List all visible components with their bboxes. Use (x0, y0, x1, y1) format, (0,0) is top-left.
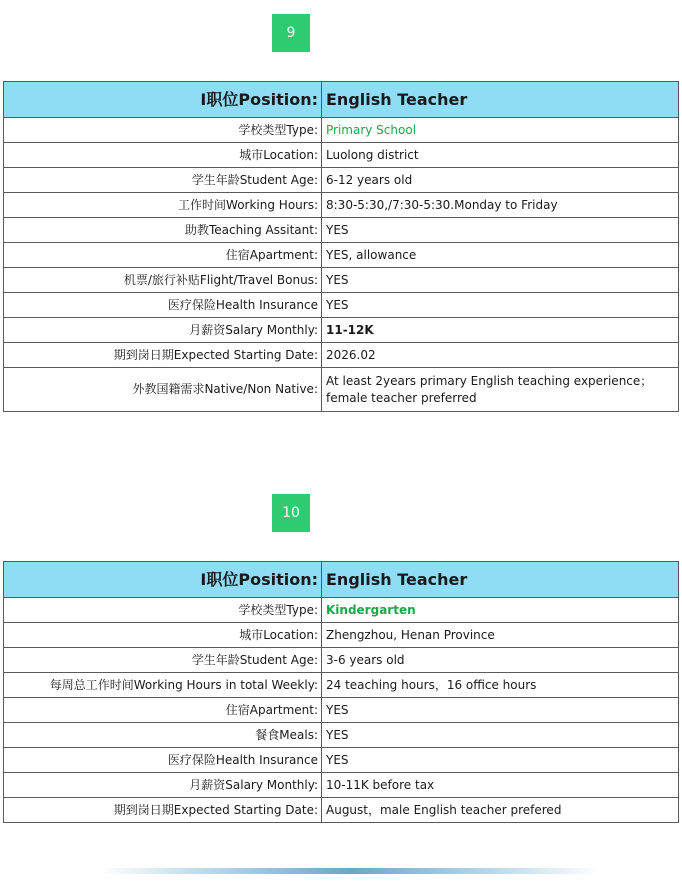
row-value: YES (322, 268, 679, 293)
row-value: YES (322, 218, 679, 243)
table-row (4, 243, 679, 268)
table-row (4, 798, 679, 823)
row-value: Zhengzhou, Henan Province (322, 623, 679, 648)
table-row (4, 698, 679, 723)
row-label: 医疗保险Health Insurance (4, 293, 322, 318)
row-value: Luolong district (322, 143, 679, 168)
row-value: YES (322, 293, 679, 318)
table-row (4, 143, 679, 168)
table-row (4, 773, 679, 798)
row-label: 期到岗日期Expected Starting Date: (4, 343, 322, 368)
table-row (4, 368, 679, 412)
row-label: 每周总工作时间Working Hours in total Weekly: (4, 673, 322, 698)
position-label: I职位Position: (4, 562, 322, 598)
row-label: 工作时间Working Hours: (4, 193, 322, 218)
row-label: 学生年龄Student Age: (4, 648, 322, 673)
row-label: 学生年龄Student Age: (4, 168, 322, 193)
row-label: 月薪资Salary Monthly: (4, 773, 322, 798)
table-row (4, 723, 679, 748)
row-value: 2026.02 (322, 343, 679, 368)
row-value: YES (322, 723, 679, 748)
row-value: 24 teaching hours，16 office hours (322, 673, 679, 698)
job-table (3, 561, 679, 823)
row-value: August，male English teacher prefered (322, 798, 679, 823)
section-number-badge: 9 (272, 14, 310, 52)
table-row (4, 218, 679, 243)
row-label: 期到岗日期Expected Starting Date: (4, 798, 322, 823)
row-value: 8:30-5:30,/7:30-5:30.Monday to Friday (322, 193, 679, 218)
table-row (4, 673, 679, 698)
row-value: 6-12 years old (322, 168, 679, 193)
row-label: 学校类型Type: (4, 598, 322, 623)
footer-divider (100, 868, 600, 874)
row-label: 住宿Apartment: (4, 698, 322, 723)
row-value: 10-11K before tax (322, 773, 679, 798)
table-header-row (4, 82, 679, 118)
table-row (4, 648, 679, 673)
table-header-row (4, 562, 679, 598)
table-row (4, 268, 679, 293)
table-row (4, 168, 679, 193)
row-label: 学校类型Type: (4, 118, 322, 143)
row-value: 11-12K (322, 318, 679, 343)
job-table (3, 81, 679, 412)
table-row (4, 293, 679, 318)
table-row (4, 623, 679, 648)
row-label: 外教国籍需求Native/Non Native: (4, 368, 322, 412)
table-row (4, 343, 679, 368)
row-label: 医疗保险Health Insurance (4, 748, 322, 773)
section-number-badge: 10 (272, 494, 310, 532)
table-row (4, 598, 679, 623)
row-value: At least 2years primary English teaching experience；female teacher preferred (322, 368, 679, 412)
table-row (4, 193, 679, 218)
table-row (4, 318, 679, 343)
table-row (4, 748, 679, 773)
row-label: 城市Location: (4, 623, 322, 648)
row-label: 助教Teaching Assitant: (4, 218, 322, 243)
row-label: 城市Location: (4, 143, 322, 168)
row-value: 3-6 years old (322, 648, 679, 673)
position-value: English Teacher (322, 562, 679, 598)
row-value: YES (322, 748, 679, 773)
row-value: Primary School (322, 118, 679, 143)
row-label: 住宿Apartment: (4, 243, 322, 268)
table-row (4, 118, 679, 143)
position-value: English Teacher (322, 82, 679, 118)
position-label: I职位Position: (4, 82, 322, 118)
row-label: 机票/旅行补贴Flight/Travel Bonus: (4, 268, 322, 293)
row-label: 餐食Meals: (4, 723, 322, 748)
row-value: Kindergarten (322, 598, 679, 623)
row-label: 月薪资Salary Monthly: (4, 318, 322, 343)
row-value: YES (322, 698, 679, 723)
row-value: YES, allowance (322, 243, 679, 268)
